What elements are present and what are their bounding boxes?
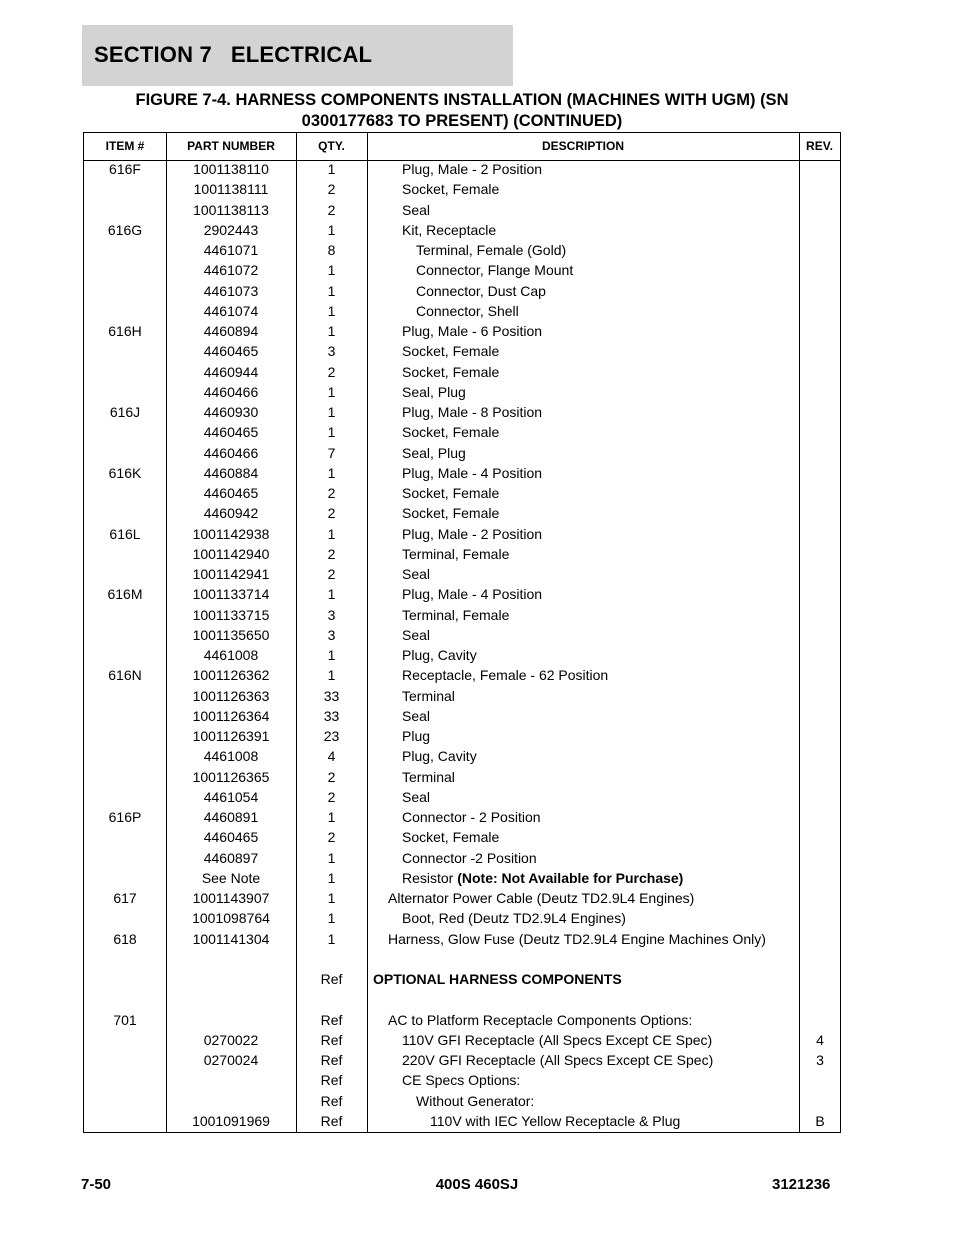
description bbox=[368, 200, 833, 220]
table-row bbox=[84, 200, 840, 220]
part-number: 4460930 bbox=[203, 404, 259, 420]
table-row bbox=[84, 807, 840, 827]
table-row bbox=[84, 868, 840, 888]
description bbox=[368, 1070, 833, 1090]
description bbox=[368, 767, 833, 787]
figure-title-line-1: FIGURE 7-4. HARNESS COMPONENTS INSTALLATION (MACHINES WITH UGM) (SN bbox=[135, 91, 789, 109]
description bbox=[368, 1050, 833, 1070]
quantity: 1 bbox=[327, 849, 336, 866]
table-row bbox=[84, 503, 840, 523]
part-number: 4460891 bbox=[203, 809, 259, 825]
description bbox=[368, 321, 833, 341]
table-row bbox=[84, 686, 840, 706]
table-row bbox=[84, 281, 840, 301]
section-banner bbox=[82, 25, 513, 86]
description-text: Socket, Female bbox=[402, 485, 500, 501]
quantity: 1 bbox=[327, 424, 336, 441]
table-row bbox=[84, 260, 840, 280]
description bbox=[368, 807, 833, 827]
description-text: Plug bbox=[402, 728, 431, 744]
quantity: 8 bbox=[327, 242, 336, 258]
quantity: 1 bbox=[327, 930, 336, 947]
description bbox=[368, 524, 833, 544]
description bbox=[368, 848, 833, 868]
quantity: 33 bbox=[323, 707, 340, 724]
part-number: 1001138110 bbox=[193, 161, 269, 177]
part-number: 1001126362 bbox=[192, 667, 270, 684]
quantity: 7 bbox=[327, 444, 336, 461]
table-row bbox=[84, 1111, 840, 1131]
model-number: 400S 460SJ bbox=[435, 1176, 519, 1193]
table-row bbox=[84, 908, 840, 928]
description-text: CE Specs Options: bbox=[402, 1072, 521, 1089]
description bbox=[368, 220, 833, 240]
description-text: 110V with IEC Yellow Receptacle & Plug bbox=[430, 1112, 681, 1129]
table-row bbox=[84, 341, 840, 361]
quantity: 23 bbox=[323, 728, 340, 744]
description-text: Socket, Female bbox=[402, 829, 500, 846]
quantity: 2 bbox=[327, 566, 336, 582]
quantity: 2 bbox=[327, 545, 336, 562]
table-row bbox=[84, 726, 840, 746]
part-number: 4461071 bbox=[203, 242, 259, 258]
description-text: Socket, Female bbox=[402, 181, 500, 198]
quantity: 2 bbox=[327, 788, 336, 805]
description-text: Seal bbox=[402, 566, 431, 582]
description bbox=[368, 240, 847, 260]
part-number: 1001098764 bbox=[192, 910, 270, 927]
quantity: 1 bbox=[327, 586, 336, 603]
description-text: Connector, Flange Mount bbox=[416, 262, 574, 279]
description-text: Connector, Shell bbox=[416, 302, 519, 319]
revision: 3 bbox=[816, 1052, 824, 1068]
description bbox=[368, 686, 833, 706]
description bbox=[368, 888, 819, 908]
quantity: 1 bbox=[327, 302, 336, 319]
part-number: 2902443 bbox=[203, 221, 259, 238]
quantity: Ref bbox=[320, 1112, 343, 1129]
quantity: 1 bbox=[327, 890, 336, 906]
description-text: Seal bbox=[402, 788, 431, 805]
quantity: Ref bbox=[320, 1092, 343, 1109]
figure-title-line-2: 0300177683 TO PRESENT) (CONTINUED) bbox=[301, 112, 623, 130]
part-number: 1001126391 bbox=[192, 728, 270, 744]
part-number: 0270022 bbox=[203, 1031, 259, 1048]
parts-table bbox=[83, 132, 841, 1133]
description bbox=[368, 544, 833, 564]
table-row bbox=[84, 483, 840, 503]
table-row bbox=[84, 220, 840, 240]
quantity: Ref bbox=[320, 1052, 343, 1068]
description-text: Without Generator: bbox=[416, 1092, 535, 1109]
table-row bbox=[84, 1050, 840, 1070]
description bbox=[368, 422, 833, 442]
quantity: 2 bbox=[327, 363, 336, 380]
quantity: 33 bbox=[323, 687, 340, 704]
description bbox=[368, 625, 833, 645]
table-row bbox=[84, 625, 840, 645]
quantity: 1 bbox=[327, 525, 336, 542]
item-number: 616L bbox=[109, 525, 141, 542]
quantity: 1 bbox=[327, 910, 336, 927]
quantity: 1 bbox=[327, 464, 336, 481]
table-row bbox=[84, 1030, 840, 1050]
description bbox=[368, 402, 833, 422]
description bbox=[368, 868, 833, 888]
table-row bbox=[84, 362, 840, 382]
quantity: 3 bbox=[327, 343, 336, 360]
description-text: Socket, Female bbox=[402, 505, 500, 522]
description-text: Plug, Male - 4 Position bbox=[402, 586, 543, 603]
table-row bbox=[84, 564, 840, 584]
table-row bbox=[84, 301, 840, 321]
part-number: 4461008 bbox=[203, 647, 259, 663]
part-number: 0270024 bbox=[203, 1052, 259, 1068]
description bbox=[368, 463, 833, 483]
description bbox=[368, 503, 833, 523]
item-number: 616F bbox=[109, 161, 141, 177]
description bbox=[368, 341, 833, 361]
section-title: SECTION 7 ELECTRICAL bbox=[94, 42, 373, 67]
quantity: 1 bbox=[327, 667, 336, 684]
table-row bbox=[84, 929, 840, 949]
description-text: Plug, Male - 2 Position bbox=[402, 161, 543, 177]
quantity: 1 bbox=[327, 869, 336, 886]
table-row bbox=[84, 949, 840, 969]
quantity: 1 bbox=[327, 647, 336, 663]
table-row bbox=[84, 969, 840, 989]
page-number: 7-50 bbox=[81, 1176, 112, 1193]
description-text: Terminal bbox=[402, 687, 455, 704]
part-number: See Note bbox=[201, 869, 261, 886]
description bbox=[368, 706, 833, 726]
description-text: Connector, Dust Cap bbox=[416, 282, 546, 299]
description bbox=[368, 1091, 847, 1111]
table-row bbox=[84, 989, 840, 1009]
description-text: AC to Platform Receptacle Components Options: bbox=[388, 1011, 693, 1028]
description-text: 110V GFI Receptacle (All Specs Except CE Spec) bbox=[402, 1031, 713, 1048]
description-note: OPTIONAL HARNESS COMPONENTS bbox=[373, 971, 622, 987]
description-note: (Note: Not Available for Purchase) bbox=[457, 869, 684, 886]
description bbox=[368, 929, 819, 949]
item-number: 618 bbox=[113, 930, 137, 947]
description-text: Socket, Female bbox=[402, 424, 500, 441]
description-text: Plug, Cavity bbox=[402, 748, 477, 765]
part-number: 1001143907 bbox=[192, 890, 270, 906]
part-number: 1001142941 bbox=[192, 566, 270, 582]
part-number: 4460884 bbox=[203, 464, 259, 481]
part-number: 1001138111 bbox=[193, 181, 269, 198]
quantity: 2 bbox=[327, 485, 336, 501]
part-number: 1001133715 bbox=[192, 606, 270, 623]
description bbox=[368, 787, 833, 807]
description-text: Plug, Male - 2 Position bbox=[402, 525, 543, 542]
description bbox=[368, 362, 833, 382]
table-row bbox=[84, 645, 840, 665]
description-text: Terminal, Female (Gold) bbox=[416, 242, 567, 258]
item-number: 616H bbox=[108, 323, 142, 339]
quantity: 1 bbox=[327, 323, 336, 339]
part-number: 4460465 bbox=[203, 424, 259, 441]
part-number: 4460465 bbox=[203, 485, 259, 501]
description-text: Alternator Power Cable (Deutz TD2.9L4 Engines) bbox=[388, 890, 695, 906]
description bbox=[368, 746, 833, 766]
description bbox=[368, 827, 833, 847]
revision: B bbox=[815, 1112, 825, 1129]
table-row bbox=[84, 767, 840, 787]
description bbox=[368, 443, 833, 463]
part-number: 1001142940 bbox=[192, 545, 270, 562]
item-number: 616N bbox=[108, 667, 142, 684]
description bbox=[368, 382, 833, 402]
table-header bbox=[84, 133, 840, 161]
description bbox=[368, 645, 833, 665]
description-text: Plug, Male - 6 Position bbox=[402, 323, 543, 339]
part-number: 1001133714 bbox=[192, 586, 270, 603]
table-row bbox=[84, 1070, 840, 1090]
part-number: 1001126364 bbox=[192, 707, 270, 724]
quantity: Ref bbox=[320, 1072, 343, 1089]
item-number: 616M bbox=[107, 586, 143, 603]
description bbox=[368, 1111, 861, 1131]
part-number: 4461072 bbox=[203, 262, 259, 279]
description bbox=[368, 584, 833, 604]
part-number: 4460944 bbox=[203, 363, 259, 380]
quantity: 3 bbox=[327, 626, 336, 643]
description bbox=[368, 281, 847, 301]
table-row bbox=[84, 321, 840, 341]
table-row bbox=[84, 787, 840, 807]
part-number: 1001126365 bbox=[192, 768, 270, 785]
quantity: 1 bbox=[327, 383, 336, 400]
quantity: 1 bbox=[327, 161, 336, 177]
item-number: 616J bbox=[109, 404, 141, 420]
description bbox=[368, 159, 833, 179]
description bbox=[368, 969, 804, 989]
part-number: 4460465 bbox=[203, 829, 259, 846]
item-number: 616P bbox=[108, 809, 142, 825]
part-number: 1001138113 bbox=[193, 201, 269, 218]
item-number: 616K bbox=[108, 464, 142, 481]
description-text: Connector -2 Position bbox=[402, 849, 537, 866]
table-row bbox=[84, 402, 840, 422]
description-text: Plug, Male - 4 Position bbox=[402, 464, 543, 481]
description bbox=[368, 726, 833, 746]
quantity: 1 bbox=[327, 809, 336, 825]
table-row bbox=[84, 1091, 840, 1111]
quantity: 3 bbox=[327, 606, 336, 623]
table-row bbox=[84, 827, 840, 847]
table-row bbox=[84, 524, 840, 544]
table-row bbox=[84, 584, 840, 604]
quantity: 1 bbox=[327, 404, 336, 420]
table-row bbox=[84, 159, 840, 179]
item-number: 617 bbox=[113, 890, 137, 906]
revision: 4 bbox=[816, 1031, 824, 1048]
description-text: Seal bbox=[402, 626, 431, 643]
description bbox=[368, 665, 833, 685]
part-number: 4460897 bbox=[203, 849, 259, 866]
description-text: Seal bbox=[402, 201, 431, 218]
header-description: DESCRIPTION bbox=[541, 139, 624, 153]
part-number: 4460466 bbox=[203, 383, 259, 400]
part-number: 4461074 bbox=[203, 302, 259, 319]
part-number: 1001142938 bbox=[192, 525, 270, 542]
table-row bbox=[84, 382, 840, 402]
description-text: Resistor bbox=[402, 869, 458, 886]
part-number: 4460465 bbox=[203, 343, 259, 360]
quantity: 2 bbox=[327, 201, 336, 218]
description bbox=[368, 908, 833, 928]
description-text: Boot, Red (Deutz TD2.9L4 Engines) bbox=[402, 910, 626, 927]
quantity: 2 bbox=[327, 768, 336, 785]
description bbox=[368, 605, 833, 625]
description-text: Connector - 2 Position bbox=[402, 809, 541, 825]
table-row bbox=[84, 422, 840, 442]
part-number: 1001091969 bbox=[192, 1112, 270, 1129]
description bbox=[368, 483, 833, 503]
part-number: 4461073 bbox=[203, 282, 259, 299]
description-text: Seal bbox=[402, 707, 431, 724]
quantity: Ref bbox=[320, 1031, 343, 1048]
description-text: Terminal bbox=[402, 768, 455, 785]
table-row bbox=[84, 443, 840, 463]
part-number: 1001126363 bbox=[192, 687, 270, 704]
description-text: Harness, Glow Fuse (Deutz TD2.9L4 Engine Machines Only) bbox=[388, 930, 766, 947]
description bbox=[368, 301, 847, 321]
part-number: 4461008 bbox=[203, 748, 259, 765]
description-text: Plug, Cavity bbox=[402, 647, 477, 663]
quantity: 1 bbox=[327, 262, 336, 279]
description bbox=[368, 1030, 833, 1050]
quantity: 1 bbox=[327, 221, 336, 238]
description-text: Kit, Receptacle bbox=[402, 221, 497, 238]
table-row bbox=[84, 706, 840, 726]
part-number: 1001141304 bbox=[192, 930, 270, 947]
item-number: 616G bbox=[107, 221, 143, 238]
description bbox=[368, 179, 833, 199]
header-qty: QTY. bbox=[318, 139, 345, 153]
description bbox=[368, 1010, 819, 1030]
description-text: Terminal, Female bbox=[402, 545, 510, 562]
part-number: 4460894 bbox=[203, 323, 259, 339]
description-text: Receptacle, Female - 62 Position bbox=[402, 667, 609, 684]
part-number: 1001135650 bbox=[192, 626, 270, 643]
description-text: Plug, Male - 8 Position bbox=[402, 404, 543, 420]
quantity: Ref bbox=[320, 971, 343, 987]
quantity: Ref bbox=[320, 1011, 343, 1028]
header-item: ITEM # bbox=[105, 139, 145, 153]
table-row bbox=[84, 605, 840, 625]
description-text: Seal, Plug bbox=[402, 383, 466, 400]
description bbox=[368, 564, 833, 584]
description-text: Socket, Female bbox=[402, 363, 500, 380]
part-number: 4461054 bbox=[203, 788, 259, 805]
table-row bbox=[84, 240, 840, 260]
table-row bbox=[84, 848, 840, 868]
quantity: 2 bbox=[327, 829, 336, 846]
quantity: 4 bbox=[327, 748, 336, 765]
description-text: 220V GFI Receptacle (All Specs Except CE Spec) bbox=[402, 1052, 714, 1068]
quantity: 2 bbox=[327, 181, 336, 198]
part-number: 4460466 bbox=[203, 444, 259, 461]
header-part-number: PART NUMBER bbox=[187, 139, 275, 153]
table-row bbox=[84, 179, 840, 199]
quantity: 2 bbox=[327, 505, 336, 522]
part-number: 4460942 bbox=[203, 505, 259, 522]
description bbox=[368, 260, 847, 280]
description-text: Seal, Plug bbox=[402, 444, 466, 461]
table-row bbox=[84, 888, 840, 908]
figure-title bbox=[83, 90, 841, 132]
table-row bbox=[84, 665, 840, 685]
item-number: 701 bbox=[113, 1011, 137, 1028]
table-row bbox=[84, 746, 840, 766]
quantity: 1 bbox=[327, 282, 336, 299]
table-row bbox=[84, 544, 840, 564]
description-text: Socket, Female bbox=[402, 343, 500, 360]
table-row bbox=[84, 463, 840, 483]
table-row bbox=[84, 1010, 840, 1030]
description-text: Terminal, Female bbox=[402, 606, 510, 623]
document-number: 3121236 bbox=[772, 1176, 831, 1193]
header-rev: REV. bbox=[806, 139, 833, 153]
